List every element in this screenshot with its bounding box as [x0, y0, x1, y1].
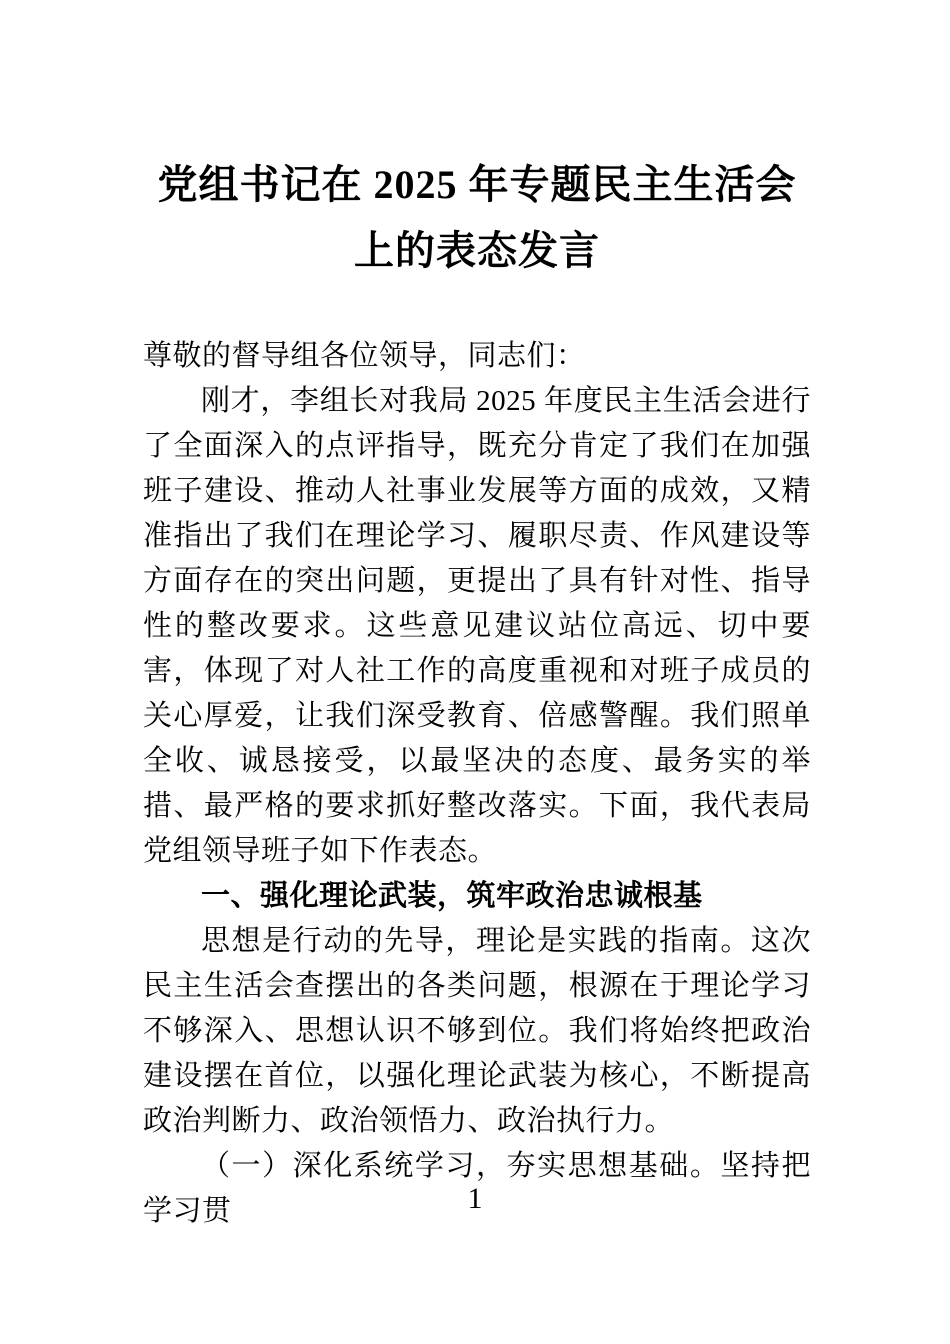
document-body — [143, 334, 811, 1234]
salutation-line: 尊敬的督导组各位领导，同志们： — [143, 340, 586, 372]
document-content — [143, 152, 811, 1234]
paragraph-subsection-1-1: （一）深化系统学习，夯实思想基础。坚持把学习贯 — [143, 1150, 811, 1227]
paragraph-opening: 刚才，李组长对我局 2025 年度民主生活会进行了全面深入的点评指导，既充分肯定了我们在加强班子建设、推动人社事业发展等方面的成效，又精准指出了我们在理论学习、履职尽责、作风建设等方面存在的突出问题，更提出了具有针对性、指导性的整改要求。这些意见建议站位高远、切中要害，体现了对人社工作的高度重视和对班子成员的关心厚爱，让我们深受教育、倍感警醒。我们照单全收、诚恳接受，以最坚决的态度、最务实的举措、最严格的要求抓好整改落实。下面，我代表局党组领导班子如下作表态。 — [143, 385, 811, 867]
section-heading-1: 一、强化理论武装，筑牢政治忠诚根基 — [201, 880, 703, 912]
page-number: 1 — [467, 1182, 483, 1215]
document-title: 党组书记在 2025 年专题民主生活会上的表态发言 — [157, 162, 797, 273]
paragraph-section-1-intro: 思想是行动的先导，理论是实践的指南。这次民主生活会查摆出的各类问题，根源在于理论学习不够深入、思想认识不够到位。我们将始终把政治建设摆在首位，以强化理论武装为核心，不断提高政治判断力、政治领悟力、政治执行力。 — [143, 925, 811, 1137]
